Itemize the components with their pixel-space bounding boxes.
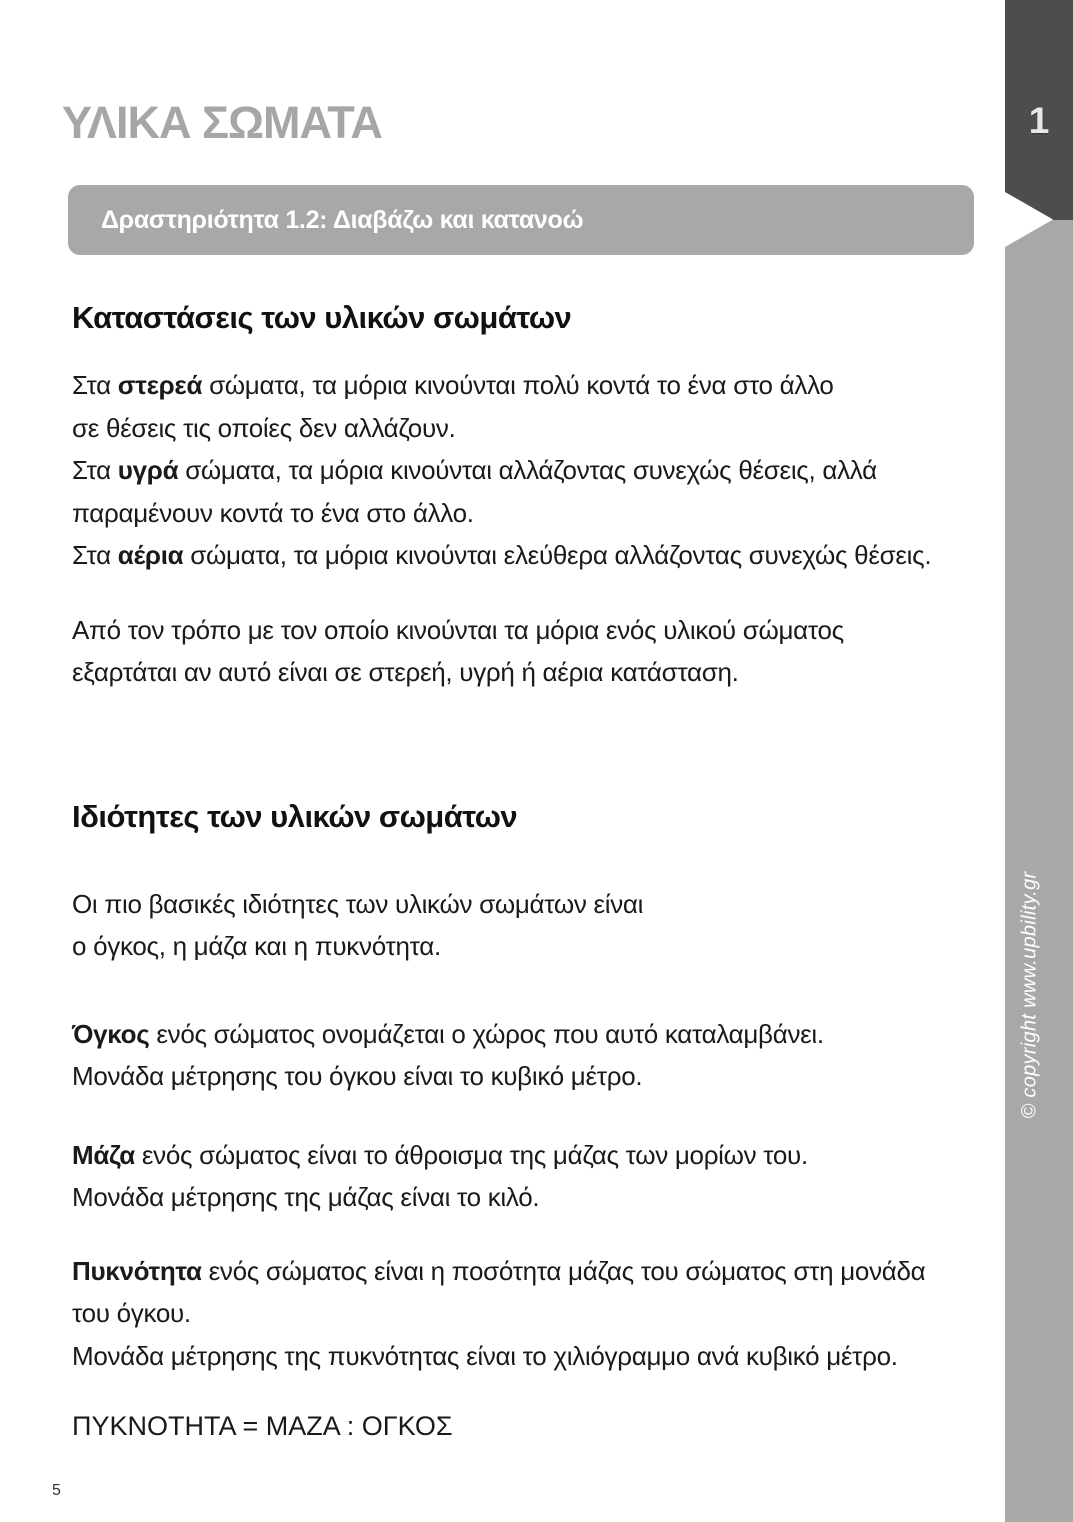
section-heading-properties: Ιδιότητες των υλικών σωμάτων	[72, 798, 518, 834]
text-line: Μονάδα μέτρησης της πυκνότητας είναι το χιλιόγραμμο ανά κυβικό μέτρο.	[72, 1340, 898, 1371]
paragraph-basic-properties	[72, 883, 962, 968]
page-title: ΥΛΙΚΑ ΣΩΜΑΤΑ	[62, 97, 382, 148]
text-line: Από τον τρόπο με τον οποίο κινούνται τα μόρια ενός υλικού σώματος	[72, 614, 844, 645]
text-line: Μονάδα μέτρησης του όγκου είναι το κυβικό μέτρο.	[72, 1061, 643, 1091]
text-line: ο όγκος, η μάζα και η πυκνότητα.	[72, 931, 441, 961]
text-line: σε θέσεις τις οποίες δεν αλλάζουν.	[72, 412, 456, 443]
page-content	[72, 300, 962, 1448]
copyright-vertical-text: © copyright www.upbility.gr	[1018, 871, 1041, 1119]
activity-banner	[68, 185, 974, 255]
text-line: του όγκου.	[72, 1298, 191, 1328]
text-line: Οι πιο βασικές ιδιότητες των υλικών σωμάτων είναι	[72, 888, 644, 919]
text-line: Όγκος ενός σώματος ονομάζεται ο χώρος που αυτό καταλαμβάνει.	[72, 1018, 824, 1049]
activity-banner-label: Δραστηριότητα 1.2: Διαβάζω και κατανοώ	[101, 205, 584, 234]
text-line: Στα υγρά σώματα, τα μόρια κινούνται αλλάζοντας συνεχώς θέσεις, αλλά	[72, 455, 877, 485]
text-line: Μάζα ενός σώματος είναι το άθροισμα της μάζας των μορίων του.	[72, 1139, 808, 1170]
text-line: Στα στερεά σώματα, τα μόρια κινούνται πολύ κοντά το ένα στο άλλο	[72, 370, 834, 400]
page-number: 5	[52, 1482, 61, 1499]
density-formula: ΠΥΚΝΟΤΗΤΑ = ΜΑΖΑ : ΟΓΚΟΣ	[72, 1411, 453, 1441]
text-line: Στα αέρια σώματα, τα μόρια κινούνται ελεύθερα αλλάζοντας συνεχώς θέσεις.	[72, 540, 932, 570]
section-heading-states: Καταστάσεις των υλικών σωμάτων	[72, 300, 572, 335]
text-line: Μονάδα μέτρησης της μάζας είναι το κιλό.	[72, 1182, 540, 1212]
text-line: παραμένουν κοντά το ένα στο άλλο.	[72, 497, 474, 528]
text-line: Πυκνότητα ενός σώματος είναι η ποσότητα μάζας του σώματος στη μονάδα	[72, 1255, 926, 1286]
paragraph-volume	[72, 1013, 962, 1098]
chapter-number: 1	[1028, 100, 1050, 141]
paragraph-state-depends	[72, 609, 962, 694]
paragraph-states-of-matter	[72, 364, 962, 577]
text-line: εξαρτάται αν αυτό είναι σε στερεή, υγρή ή αέρια κατάσταση.	[72, 657, 739, 687]
paragraph-density	[72, 1250, 962, 1378]
paragraph-mass	[72, 1134, 962, 1219]
